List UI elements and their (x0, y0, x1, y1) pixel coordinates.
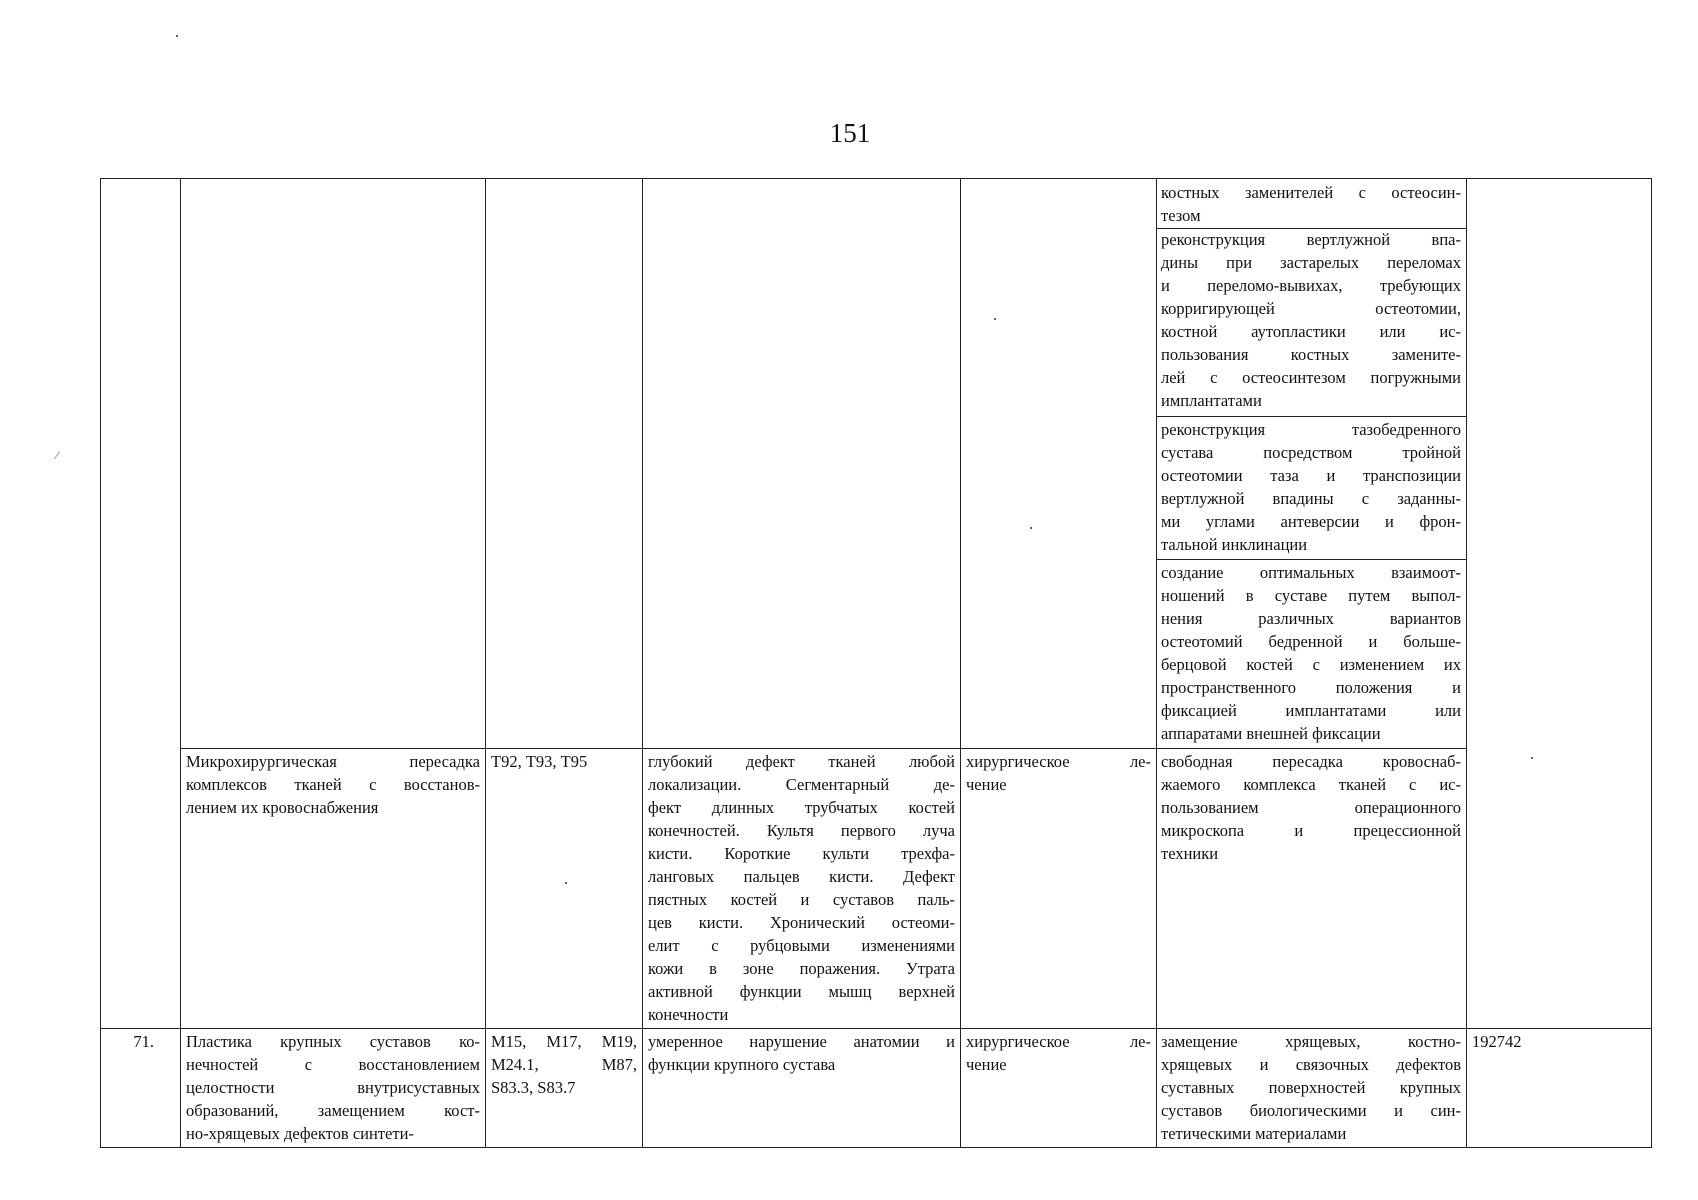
text-line: ланговых пальцев кисти. Дефект (648, 867, 955, 886)
text-line: нения различных вариантов (1161, 609, 1461, 628)
row-71-name (186, 1030, 480, 1145)
text-line: создание оптимальных взаимоот- (1161, 563, 1461, 582)
text-line: хирургическое ле- (966, 752, 1151, 771)
continued-method-3 (1161, 418, 1461, 556)
text-line: кисти. Короткие культи трехфа- (648, 844, 955, 863)
text-line: реконструкция вертлужной впа- (1161, 230, 1461, 249)
text-line: тальной инклинации (1161, 535, 1308, 554)
text-line: ношений в суставе путем выпол- (1161, 586, 1461, 605)
method-subrow-rule (1156, 559, 1467, 560)
text-line: Т92, Т93, Т95 (491, 752, 588, 771)
text-line: остеотомии таза и транспозиции (1161, 466, 1461, 485)
text-line: суставов биологическими и син- (1161, 1101, 1461, 1120)
text-line: пястных костей и суставов паль- (648, 890, 955, 909)
text-line: чение (966, 1055, 1007, 1074)
page-number: 151 (829, 118, 871, 148)
row-71-model (648, 1030, 955, 1076)
row-71-treatment (966, 1030, 1151, 1076)
text-line: ми углами антеверсии и фрон- (1161, 512, 1461, 531)
text-line: корригирующей остеотомии, (1161, 299, 1461, 318)
scan-speck (176, 35, 178, 37)
text-line: умеренное нарушение анатомии и (648, 1032, 955, 1051)
text-line: свободная пересадка кровоснаб- (1161, 752, 1461, 771)
text-line: функции крупного сустава (648, 1055, 836, 1074)
text-line: реконструкция тазобедренного (1161, 420, 1461, 439)
continued-method-1 (1161, 181, 1461, 227)
text-line: М15, М17, М19, (491, 1032, 637, 1051)
text-line: но-хрящевых дефектов синтети- (186, 1124, 414, 1143)
text-line: хирургическое ле- (966, 1032, 1151, 1051)
text-line: пользованием операционного (1161, 798, 1461, 817)
text-line: цев кисти. Хронический остеоми- (648, 913, 955, 932)
text-line: костной аутопластики или ис- (1161, 322, 1461, 341)
text-line: локализации. Сегментарный де- (648, 775, 955, 794)
text-line: суставных поверхностей крупных (1161, 1078, 1461, 1097)
text-line: и переломо-вывихах, требующих (1161, 276, 1461, 295)
text-line: комплексов тканей с восстанов- (186, 775, 480, 794)
text-line: костных заменителей с остеосин- (1161, 183, 1461, 202)
text-line: фект длинных трубчатых костей (648, 798, 955, 817)
method-subrow-rule (1156, 416, 1467, 417)
row-rule (100, 1028, 1652, 1029)
text-line: S83.3, S83.7 (491, 1078, 576, 1097)
column-rule (642, 178, 643, 1148)
row-microsurgery-treatment (966, 750, 1151, 796)
text-line: целостности внутрисуставных (186, 1078, 480, 1097)
text-line: вертлужной впадины с заданны- (1161, 489, 1461, 508)
row-microsurgery-model (648, 750, 955, 1026)
row-71-number: 71. (133, 1032, 154, 1051)
text-line: чение (966, 775, 1007, 794)
text-line: аппаратами внешней фиксации (1161, 724, 1381, 743)
text-line: пространственного положения и (1161, 678, 1461, 697)
text-line: конечностей. Культя первого луча (648, 821, 955, 840)
text-line: остеотомий бедренной и больше- (1161, 632, 1461, 651)
row-microsurgery-method (1161, 750, 1461, 865)
text-line: елит с рубцовыми изменениями (648, 936, 955, 955)
text-line: техники (1161, 844, 1219, 863)
row-71-method (1161, 1030, 1461, 1145)
column-rule (180, 178, 181, 1148)
text-line: конечности (648, 1005, 729, 1024)
text-line: пользования костных замените- (1161, 345, 1461, 364)
row-71-cost: 192742 (1472, 1032, 1522, 1051)
text-line: фиксацией имплантатами или (1161, 701, 1461, 720)
text-line: жаемого комплекса тканей с ис- (1161, 775, 1461, 794)
text-line: дины при застарелых переломах (1161, 253, 1461, 272)
text-line: сустава посредством тройной (1161, 443, 1461, 462)
text-line: Микрохирургическая пересадка (186, 752, 480, 771)
text-line: имплантатами (1161, 391, 1262, 410)
text-line: замещение хрящевых, костно- (1161, 1032, 1461, 1051)
text-line: М24.1, М87, (491, 1055, 637, 1074)
text-line: нечностей с восстановлением (186, 1055, 480, 1074)
column-rule (960, 178, 961, 1148)
text-line: тезом (1161, 206, 1201, 225)
continued-method-2 (1161, 228, 1461, 412)
text-line: лением их кровоснабжения (186, 798, 379, 817)
text-line: хрящевых и связочных дефектов (1161, 1055, 1461, 1074)
row-microsurgery-codes (491, 750, 637, 773)
text-line: Пластика крупных суставов ко- (186, 1032, 480, 1051)
text-line: активной функции мышц верхней (648, 982, 955, 1001)
row-microsurgery-name (186, 750, 480, 819)
row-rule (180, 748, 1467, 749)
text-line: кожи в зоне поражения. Утрата (648, 959, 955, 978)
column-rule (485, 178, 486, 1148)
column-rule (1466, 178, 1467, 1148)
text-line: лей с остеосинтезом погружными (1161, 368, 1461, 387)
text-line: микроскопа и прецессионной (1161, 821, 1461, 840)
continued-method-4 (1161, 561, 1461, 745)
text-line: образований, замещением кост- (186, 1101, 480, 1120)
column-rule (1156, 178, 1157, 1148)
row-71-codes (491, 1030, 637, 1099)
text-line: берцовой костей с изменением их (1161, 655, 1461, 674)
text-line: тетическими материалами (1161, 1124, 1347, 1143)
text-line: глубокий дефект тканей любой (648, 752, 955, 771)
scan-mark: ⁄ (56, 448, 59, 462)
